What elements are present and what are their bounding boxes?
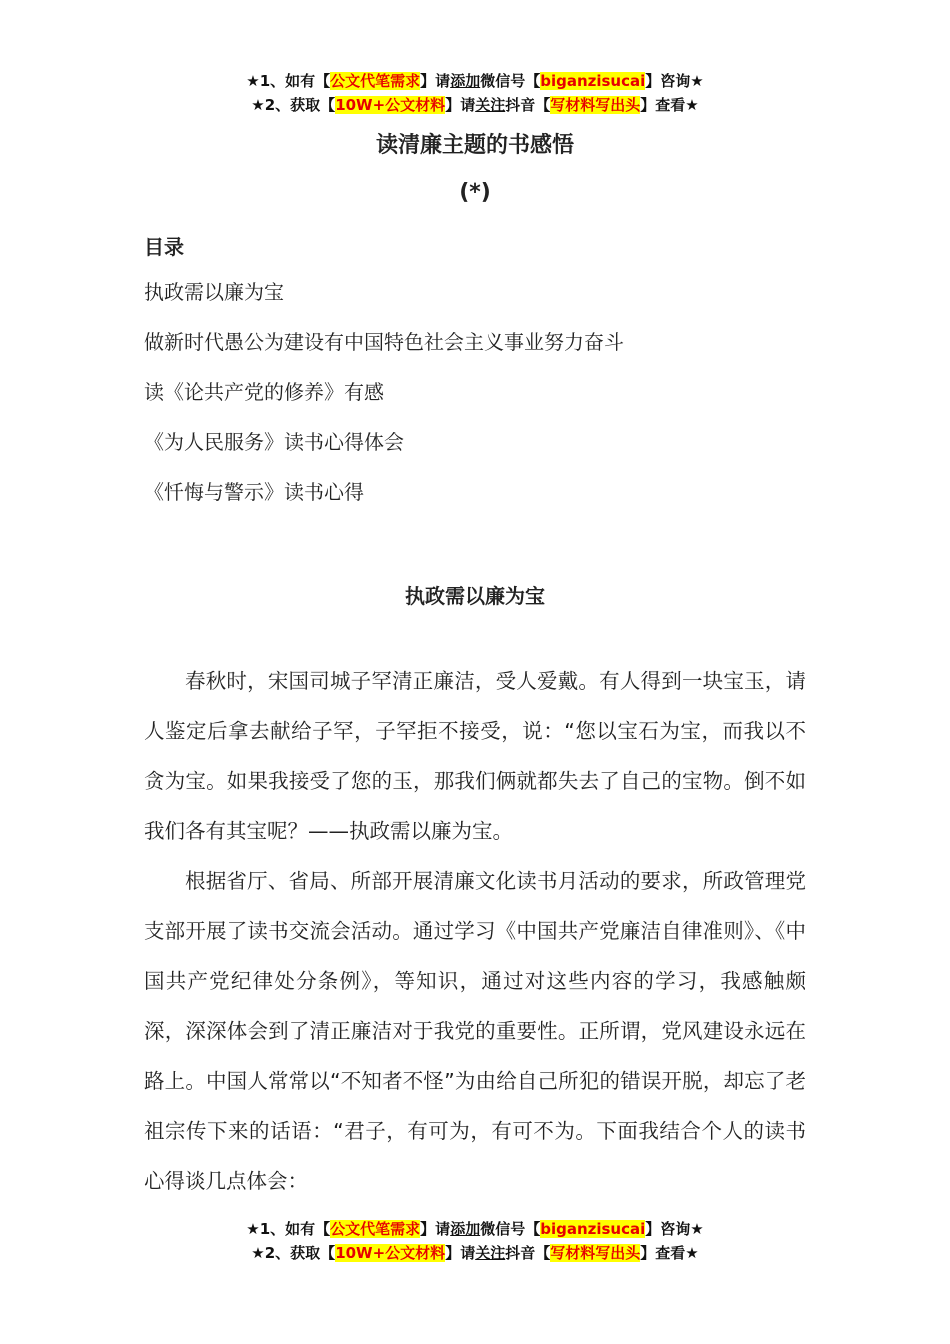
toc-item[interactable]: 《为人民服务》读书心得体会 bbox=[144, 430, 404, 454]
banner-underline: 添加 bbox=[450, 1220, 481, 1238]
banner-text: ★2、获取【 bbox=[251, 1244, 336, 1262]
banner-highlight: 写材料写出头 bbox=[550, 1244, 641, 1262]
paragraph: 春秋时，宋国司城子罕清正廉洁，受人爱戴。有人得到一块宝玉，请人鉴定后拿去献给子罕，子罕拒不接受，说：“您以宝石为宝，而我以不贪为宝。如果我接受了您的玉，那我们俩就都失去了自己的宝物。倒不如我们各有其宝呢？——执政需以廉为宝。 bbox=[144, 669, 806, 843]
banner-text: 】咨询★ bbox=[645, 1220, 704, 1238]
banner-text: 抖音【 bbox=[505, 1244, 551, 1262]
banner-highlight: biganzisucai bbox=[540, 1220, 646, 1238]
banner-text: 】查看★ bbox=[640, 1244, 699, 1262]
section-body bbox=[144, 656, 806, 1206]
banner-text: ★1、如有【 bbox=[246, 72, 331, 90]
footer-banner bbox=[0, 1217, 950, 1265]
banner-text: 】咨询★ bbox=[645, 72, 704, 90]
banner-highlight: 10W+公文材料 bbox=[335, 1244, 446, 1262]
header-banner bbox=[0, 69, 950, 117]
banner-text: 】请 bbox=[445, 96, 476, 114]
document-title: 读清廉主题的书感悟 bbox=[375, 133, 574, 158]
banner-text: 】请 bbox=[445, 1244, 476, 1262]
banner-text: 】查看★ bbox=[640, 96, 699, 114]
toc-item[interactable]: 做新时代愚公为建设有中国特色社会主义事业努力奋斗 bbox=[144, 330, 624, 354]
banner-text: ★1、如有【 bbox=[246, 1220, 331, 1238]
banner-text: ★2、获取【 bbox=[251, 96, 336, 114]
toc-item[interactable]: 《忏悔与警示》读书心得 bbox=[144, 480, 364, 504]
banner-text: 】请 bbox=[420, 72, 451, 90]
banner-underline: 添加 bbox=[450, 72, 481, 90]
banner-highlight: 公文代笔需求 bbox=[330, 72, 421, 90]
banner-text: 微信号【 bbox=[480, 72, 541, 90]
banner-highlight: 写材料写出头 bbox=[550, 96, 641, 114]
banner-line-2 bbox=[0, 93, 950, 117]
banner-underline: 关注 bbox=[475, 1244, 506, 1262]
section-title: 执政需以廉为宝 bbox=[405, 584, 545, 608]
banner-underline: 关注 bbox=[475, 96, 506, 114]
toc-heading: 目录 bbox=[144, 235, 184, 259]
banner-text: 】请 bbox=[420, 1220, 451, 1238]
banner-line-1 bbox=[0, 1217, 950, 1241]
toc-item[interactable]: 执政需以廉为宝 bbox=[144, 280, 284, 304]
banner-highlight: biganzisucai bbox=[540, 72, 646, 90]
banner-text: 微信号【 bbox=[480, 1220, 541, 1238]
banner-highlight: 公文代笔需求 bbox=[330, 1220, 421, 1238]
banner-line-1 bbox=[0, 69, 950, 93]
document-subtitle: (*) bbox=[459, 180, 491, 205]
banner-highlight: 10W+公文材料 bbox=[335, 96, 446, 114]
toc-item[interactable]: 读《论共产党的修养》有感 bbox=[144, 380, 384, 404]
paragraph: 根据省厅、省局、所部开展清廉文化读书月活动的要求，所政管理党支部开展了读书交流会活动。通过学习《中国共产党廉洁自律准则》、《中国共产党纪律处分条例》，等知识，通过对这些内容的学习，我感触颇深，深深体会到了清正廉洁对于我党的重要性。正所谓，党风建设永远在路上。中国人常常以“不知者不怪”为由给自己所犯的错误开脱，却忘了老祖宗传下来的话语：“君子，有可为，有可不为。下面我结合个人的读书心得谈几点体会： bbox=[144, 869, 806, 1193]
table-of-contents bbox=[144, 280, 624, 530]
banner-line-2 bbox=[0, 1241, 950, 1265]
banner-text: 抖音【 bbox=[505, 96, 551, 114]
